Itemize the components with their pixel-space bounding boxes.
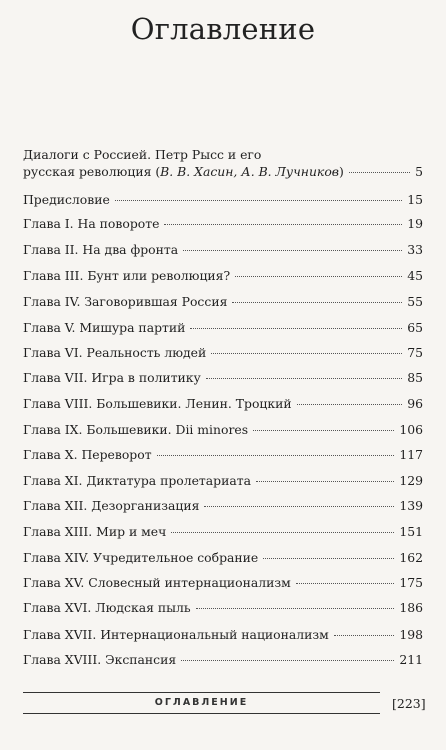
dot-leader bbox=[157, 455, 395, 456]
dot-leader bbox=[232, 302, 402, 303]
entry-label: Глава II. На два фронта bbox=[23, 242, 179, 257]
entry-label: Глава I. На повороте bbox=[23, 216, 160, 231]
entry-page: 129 bbox=[399, 473, 423, 488]
entry-label: Глава XIV. Учредительное собрание bbox=[23, 550, 259, 565]
entry-label: Глава VII. Игра в политику bbox=[23, 370, 201, 385]
running-head: ОГЛАВЛЕНИЕ bbox=[154, 697, 249, 708]
entry-label: Глава IV. Заговорившая Россия bbox=[23, 294, 228, 309]
dot-leader bbox=[253, 430, 394, 431]
toc-entry[interactable] bbox=[23, 242, 423, 258]
toc-entry[interactable] bbox=[23, 524, 423, 540]
entry-page: 65 bbox=[407, 320, 423, 335]
toc-entry[interactable] bbox=[23, 396, 423, 412]
dot-leader bbox=[204, 506, 394, 507]
entry-label: Глава XIII. Мир и меч bbox=[23, 524, 167, 539]
toc-entry[interactable] bbox=[23, 652, 423, 668]
entry-page: 106 bbox=[399, 422, 423, 437]
dot-leader bbox=[206, 378, 402, 379]
entry-label: Глава III. Бунт или революция? bbox=[23, 268, 231, 283]
entry-label: Предисловие bbox=[23, 192, 110, 207]
entry-label: Глава XV. Словесный интернационализм bbox=[23, 575, 291, 590]
toc-entry[interactable] bbox=[23, 575, 423, 591]
toc-entry[interactable] bbox=[23, 268, 423, 284]
toc-entry[interactable] bbox=[23, 422, 423, 438]
entry-page: 75 bbox=[407, 345, 423, 360]
toc-entry[interactable] bbox=[23, 473, 423, 489]
entry-label: Глава XII. Дезорганизация bbox=[23, 498, 200, 513]
entry-page: 186 bbox=[399, 600, 423, 615]
toc-entry[interactable] bbox=[23, 627, 423, 643]
toc-entry[interactable] bbox=[23, 498, 423, 514]
dot-leader bbox=[171, 532, 394, 533]
dot-leader bbox=[190, 328, 402, 329]
entry-page: 5 bbox=[415, 164, 423, 179]
entry-page: 15 bbox=[407, 192, 423, 207]
page-title: Оглавление bbox=[130, 12, 316, 46]
dot-leader bbox=[164, 224, 402, 225]
entry-label: Глава XI. Диктатура пролетариата bbox=[23, 473, 251, 488]
footer-rule-top bbox=[23, 692, 380, 693]
entry-label: Глава X. Переворот bbox=[23, 447, 152, 462]
entry-page: 19 bbox=[407, 216, 423, 231]
intro-authors: В. В. Хасин, А. В. Лучников bbox=[160, 164, 339, 179]
dot-leader bbox=[211, 353, 402, 354]
entry-page: 55 bbox=[407, 294, 423, 309]
entry-page: 211 bbox=[399, 652, 423, 667]
dot-leader bbox=[235, 276, 402, 277]
footer-rule-bottom bbox=[23, 713, 380, 714]
entry-page: 33 bbox=[407, 242, 423, 257]
entry-label: Глава IX. Большевики. Dii minores bbox=[23, 422, 249, 437]
intro-entry[interactable] bbox=[23, 164, 423, 180]
dot-leader bbox=[296, 583, 395, 584]
entry-page: 175 bbox=[399, 575, 423, 590]
toc-entry[interactable] bbox=[23, 320, 423, 336]
entry-label: Глава XVI. Людская пыль bbox=[23, 600, 191, 615]
entry-page: 151 bbox=[399, 524, 423, 539]
dot-leader bbox=[334, 635, 395, 636]
entry-page: 45 bbox=[407, 268, 423, 283]
dot-leader bbox=[115, 200, 402, 201]
toc-entry[interactable] bbox=[23, 345, 423, 361]
toc-entry[interactable] bbox=[23, 370, 423, 386]
entry-page: 198 bbox=[399, 627, 423, 642]
entry-page: 96 bbox=[407, 396, 423, 411]
entry-label: Глава VI. Реальность людей bbox=[23, 345, 207, 360]
dot-leader bbox=[297, 404, 403, 405]
toc-entry[interactable] bbox=[23, 216, 423, 232]
page-number: [223] bbox=[392, 696, 426, 711]
entry-page: 162 bbox=[399, 550, 423, 565]
toc-entry[interactable] bbox=[23, 192, 423, 208]
entry-label: Глава XVIII. Экспансия bbox=[23, 652, 177, 667]
entry-page: 117 bbox=[399, 447, 423, 462]
toc-entry[interactable] bbox=[23, 447, 423, 463]
entry-label: Глава V. Мишура партий bbox=[23, 320, 186, 335]
toc-entry[interactable] bbox=[23, 294, 423, 310]
toc-entry[interactable] bbox=[23, 550, 423, 566]
dot-leader bbox=[183, 250, 402, 251]
dot-leader bbox=[181, 660, 394, 661]
dot-leader bbox=[256, 481, 394, 482]
entry-label: Глава XVII. Интернациональный национализм bbox=[23, 627, 329, 642]
dot-leader bbox=[196, 608, 395, 609]
entry-page: 85 bbox=[407, 370, 423, 385]
intro-entry-line2: русская революция (В. В. Хасин, А. В. Лучников) bbox=[23, 164, 344, 179]
dot-leader bbox=[263, 558, 394, 559]
entry-page: 139 bbox=[399, 498, 423, 513]
dot-leader bbox=[349, 172, 410, 173]
toc-entry[interactable] bbox=[23, 600, 423, 616]
entry-label: Глава VIII. Большевики. Ленин. Троцкий bbox=[23, 396, 292, 411]
intro-entry-line1: Диалоги с Россией. Петр Рысс и его bbox=[23, 147, 262, 162]
